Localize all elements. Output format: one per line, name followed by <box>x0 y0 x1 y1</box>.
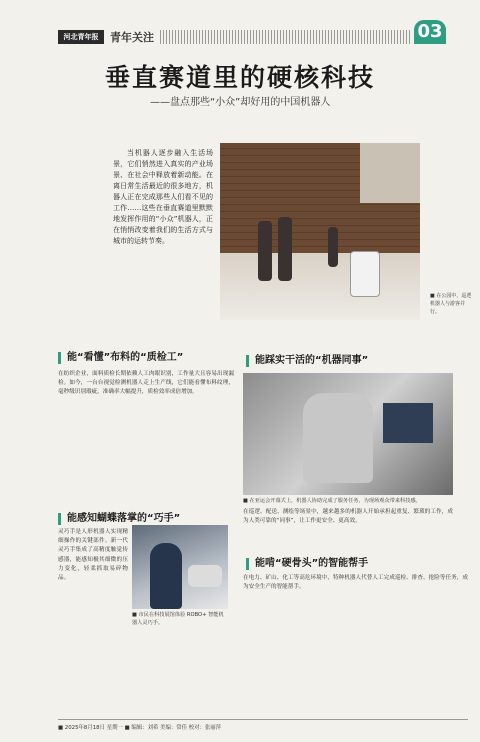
photo-person <box>328 227 338 267</box>
page-headline: 垂直赛道里的硬核科技 <box>104 63 375 92</box>
section-title-fabric-inspector: 能“看懂”布料的“质检工” <box>58 352 183 364</box>
section-title-dexterous-hand: 能感知蝴蝶落掌的“巧手” <box>58 513 180 525</box>
section-photo-caption-robot-colleague: ■ 在亚运会开幕式上，机器人协助完成了服务任务，为现场观众带来科技感。 <box>243 498 421 504</box>
section-photo-dexterous-hand <box>132 525 228 609</box>
page-subhead: ——盘点那些“小众”却好用的中国机器人 <box>150 97 331 108</box>
photo-sky <box>360 143 420 203</box>
page-number-badge: 03 <box>414 20 446 44</box>
lead-paragraph: 当机器人逐步融入生活场景，它们悄然进入真实的产业场景、在社会中释放着新动能。在离日常生活最近的很多地方，机器人正在完成那些人们看不见的工作……这些在垂直赛道里默默地发挥作用的“小众”机器人，正在悄悄改变着我们的生活方式与城市的运转节奏。 <box>113 149 213 245</box>
lead-photo-caption: ■ 在公园中，巡逻机器人与游客并行。 <box>430 293 472 315</box>
page-footer: ■ 2025年8月18日 星期一 ■ 编辑：刘希 美编：常佳 校对：张丽萍 <box>58 719 468 731</box>
section-photo-robot-colleague <box>243 373 453 495</box>
section-title-smart-helper: 能啃“硬骨头”的智能帮手 <box>246 558 368 570</box>
photo-person <box>258 221 272 281</box>
section-body-robot-colleague: 在巡逻、配送、测绘等场景中，越来越多的机器人开始承担起重复、繁琐的工作，成为人类可靠的“同事”，让工作更安全、更高效。 <box>243 509 453 525</box>
robot-body <box>303 393 373 483</box>
patrol-robot <box>350 251 380 297</box>
section-name: 青年关注 <box>110 31 154 44</box>
photo-person <box>150 543 182 609</box>
section-title-robot-colleague: 能踩实干活的“机器同事” <box>246 355 368 367</box>
decorative-stripe <box>160 30 412 44</box>
robot-hand <box>188 565 222 587</box>
photo-person <box>278 217 292 281</box>
section-photo-caption-dexterous-hand: ■ 市民在科技展馆体验 ROBO+ 智能机器人灵巧手。 <box>132 612 224 626</box>
section-body-dexterous-hand: 灵巧手是人形机器人实现精细操作的关键部件。新一代灵巧手集成了高精度触觉传感器，能感知极其细微的压力变化，轻柔抓取易碎物品。 <box>58 529 128 582</box>
photo-ground <box>220 253 420 320</box>
section-body-smart-helper: 在电力、矿山、化工等高危环境中，特种机器人代替人工完成巡检、排查、抢险等任务，成为安全生产的智能帮手。 <box>243 575 468 591</box>
newspaper-logo: 河北青年报 <box>58 30 104 44</box>
masthead <box>0 0 480 46</box>
section-body-fabric-inspector: 在纺织企业，面料质检长期依赖人工肉眼识别，工作量大且容易出现漏检。如今，一台台视觉检测机器人走上生产线，它们能看懂布料纹理，毫秒级识别瑕疵，准确率大幅提升，质检效率成倍增加。 <box>58 371 234 396</box>
lead-photo <box>220 143 420 320</box>
robot-screen <box>383 403 433 443</box>
